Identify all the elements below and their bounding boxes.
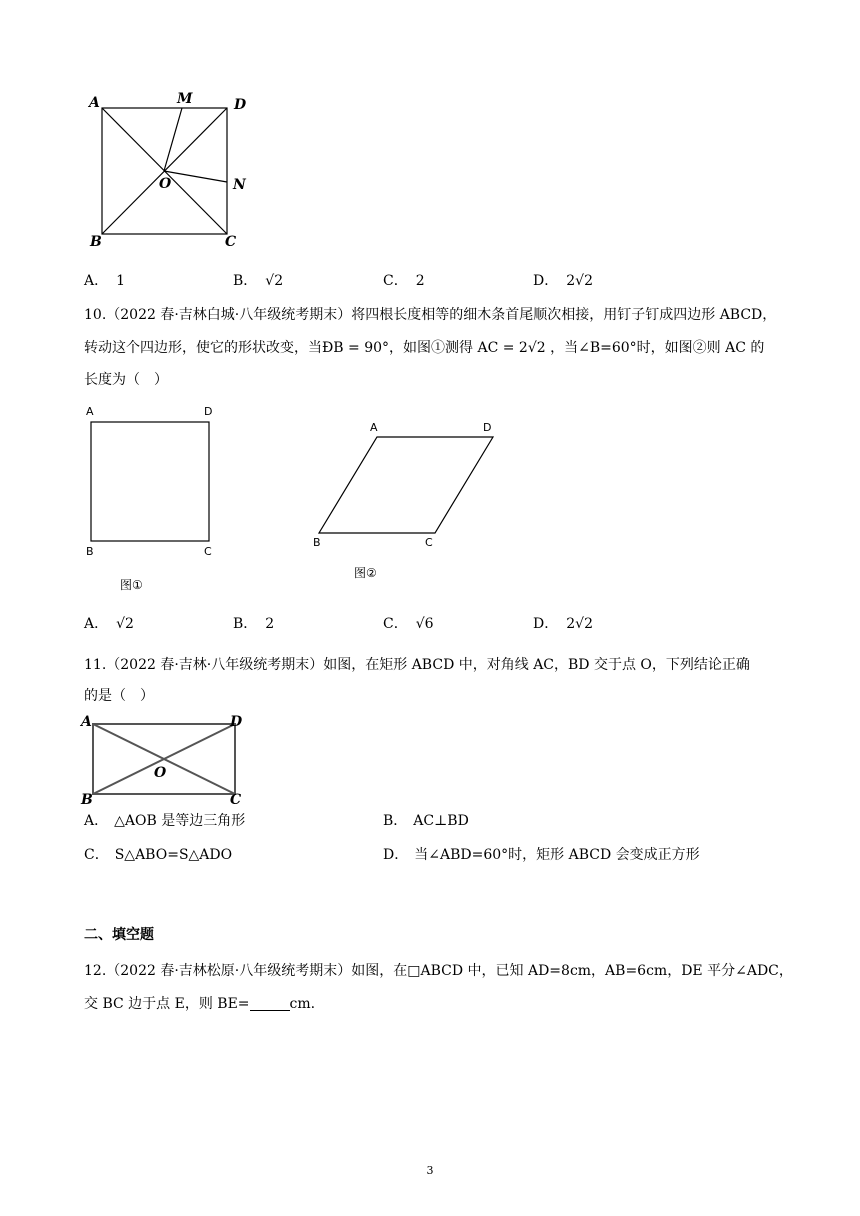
q9-label-c: C (225, 234, 237, 250)
q10-fig2-label-b: B (313, 536, 321, 549)
option-value: AC⊥BD (413, 813, 469, 829)
q9-label-a: A (89, 95, 100, 111)
page-number: 3 (426, 1164, 434, 1177)
q11-option-b (383, 811, 469, 831)
q10-option-b (233, 614, 274, 634)
option-letter: A． (84, 616, 109, 632)
q11-label-o: O (154, 765, 167, 781)
option-letter: C． (383, 273, 408, 289)
option-value: △AOB 是等边三角形 (114, 813, 246, 829)
option-letter: B． (233, 616, 258, 632)
option-letter: C． (84, 847, 109, 863)
option-value: 2√2 (566, 616, 593, 632)
q10-fig1-caption: 图① (120, 578, 143, 592)
q10-option-c (383, 614, 434, 634)
option-letter: A． (84, 273, 109, 289)
q12-text-line2 (84, 994, 315, 1014)
q9-option-b (233, 271, 283, 291)
q11-label-a: A (81, 714, 92, 730)
q10-fig2-label-a: A (370, 421, 378, 434)
q11-option-a (84, 811, 245, 831)
q10-fig2-label-d: D (483, 421, 492, 434)
q11-option-d (383, 845, 700, 865)
q11-option-c (84, 845, 232, 865)
option-value: √6 (415, 616, 434, 632)
q9-label-d: D (234, 97, 247, 113)
q9-label-b: B (90, 234, 102, 250)
option-value: 2 (265, 616, 275, 632)
q10-figure-2 (310, 415, 510, 585)
option-letter: A． (84, 813, 109, 829)
q10-figure-1 (84, 400, 234, 595)
q10-fig2-label-c: C (425, 536, 433, 549)
q9-figure (84, 88, 264, 258)
option-value: √2 (265, 273, 284, 289)
q10-fig1-label-b: B (86, 545, 94, 558)
option-value: √2 (116, 616, 134, 632)
option-value: S△ABO=S△ADO (114, 847, 233, 863)
q9-option-a (84, 271, 125, 291)
option-letter: D． (533, 616, 559, 632)
q10-option-a (84, 614, 134, 634)
q9-option-d (533, 271, 593, 291)
q11-text-line2: 的是（ ） (84, 688, 154, 704)
q12-text-line1: 12.（2022 春·吉林松原·八年级统考期末）如图，在□ABCD 中，已知 AD=8cm，AB=6cm，DE 平分∠ADC， (84, 963, 793, 979)
q10-fig1-square (91, 422, 209, 541)
q11-figure (78, 710, 253, 805)
option-value: 2√2 (566, 273, 593, 289)
option-value: 2 (415, 273, 425, 289)
q9-label-o: O (159, 176, 172, 192)
option-value: 1 (116, 273, 126, 289)
q12-text-post: cm. (289, 996, 316, 1012)
q10-text-line3: 长度为（ ） (84, 372, 168, 388)
q11-label-b: B (81, 792, 93, 805)
option-letter: B． (233, 273, 258, 289)
option-letter: B． (383, 813, 408, 829)
q10-fig2-caption: 图② (354, 566, 377, 580)
q9-segment-om (164, 108, 182, 171)
q11-label-d: D (230, 714, 243, 730)
option-letter: D． (383, 847, 409, 863)
q11-label-c: C (230, 792, 242, 805)
q12-text-pre: 交 BC 边于点 E，则 BE= (84, 996, 250, 1012)
q9-label-m: M (177, 91, 193, 107)
q10-fig1-label-a: A (86, 405, 94, 418)
option-value: 当∠ABD=60°时，矩形 ABCD 会变成正方形 (414, 847, 700, 863)
q12-answer-blank[interactable] (250, 996, 290, 1011)
q10-option-d (533, 614, 593, 634)
q10-text-line1: 10.（2022 春·吉林白城·八年级统考期末）将四根长度相等的细木条首尾顺次相接，用钉子钉成四边形 ABCD， (84, 307, 777, 323)
q10-fig1-label-d: D (204, 405, 213, 418)
q11-text-line1: 11.（2022 春·吉林·八年级统考期末）如图，在矩形 ABCD 中，对角线 AC，BD 交于点 O，下列结论正确 (84, 657, 750, 673)
q9-label-n: N (233, 177, 246, 193)
option-letter: C． (383, 616, 408, 632)
option-letter: D． (533, 273, 559, 289)
q9-option-c (383, 271, 425, 291)
q10-text-line2: 转动这个四边形，使它的形状改变，当ÐB = 90°，如图①测得 AC = 2√2 ，当∠B=60°时，如图②则 AC 的 (84, 340, 765, 356)
q10-fig2-rhombus (319, 437, 493, 533)
q10-fig1-label-c: C (204, 545, 212, 558)
section-heading: 二、填空题 (84, 927, 154, 943)
